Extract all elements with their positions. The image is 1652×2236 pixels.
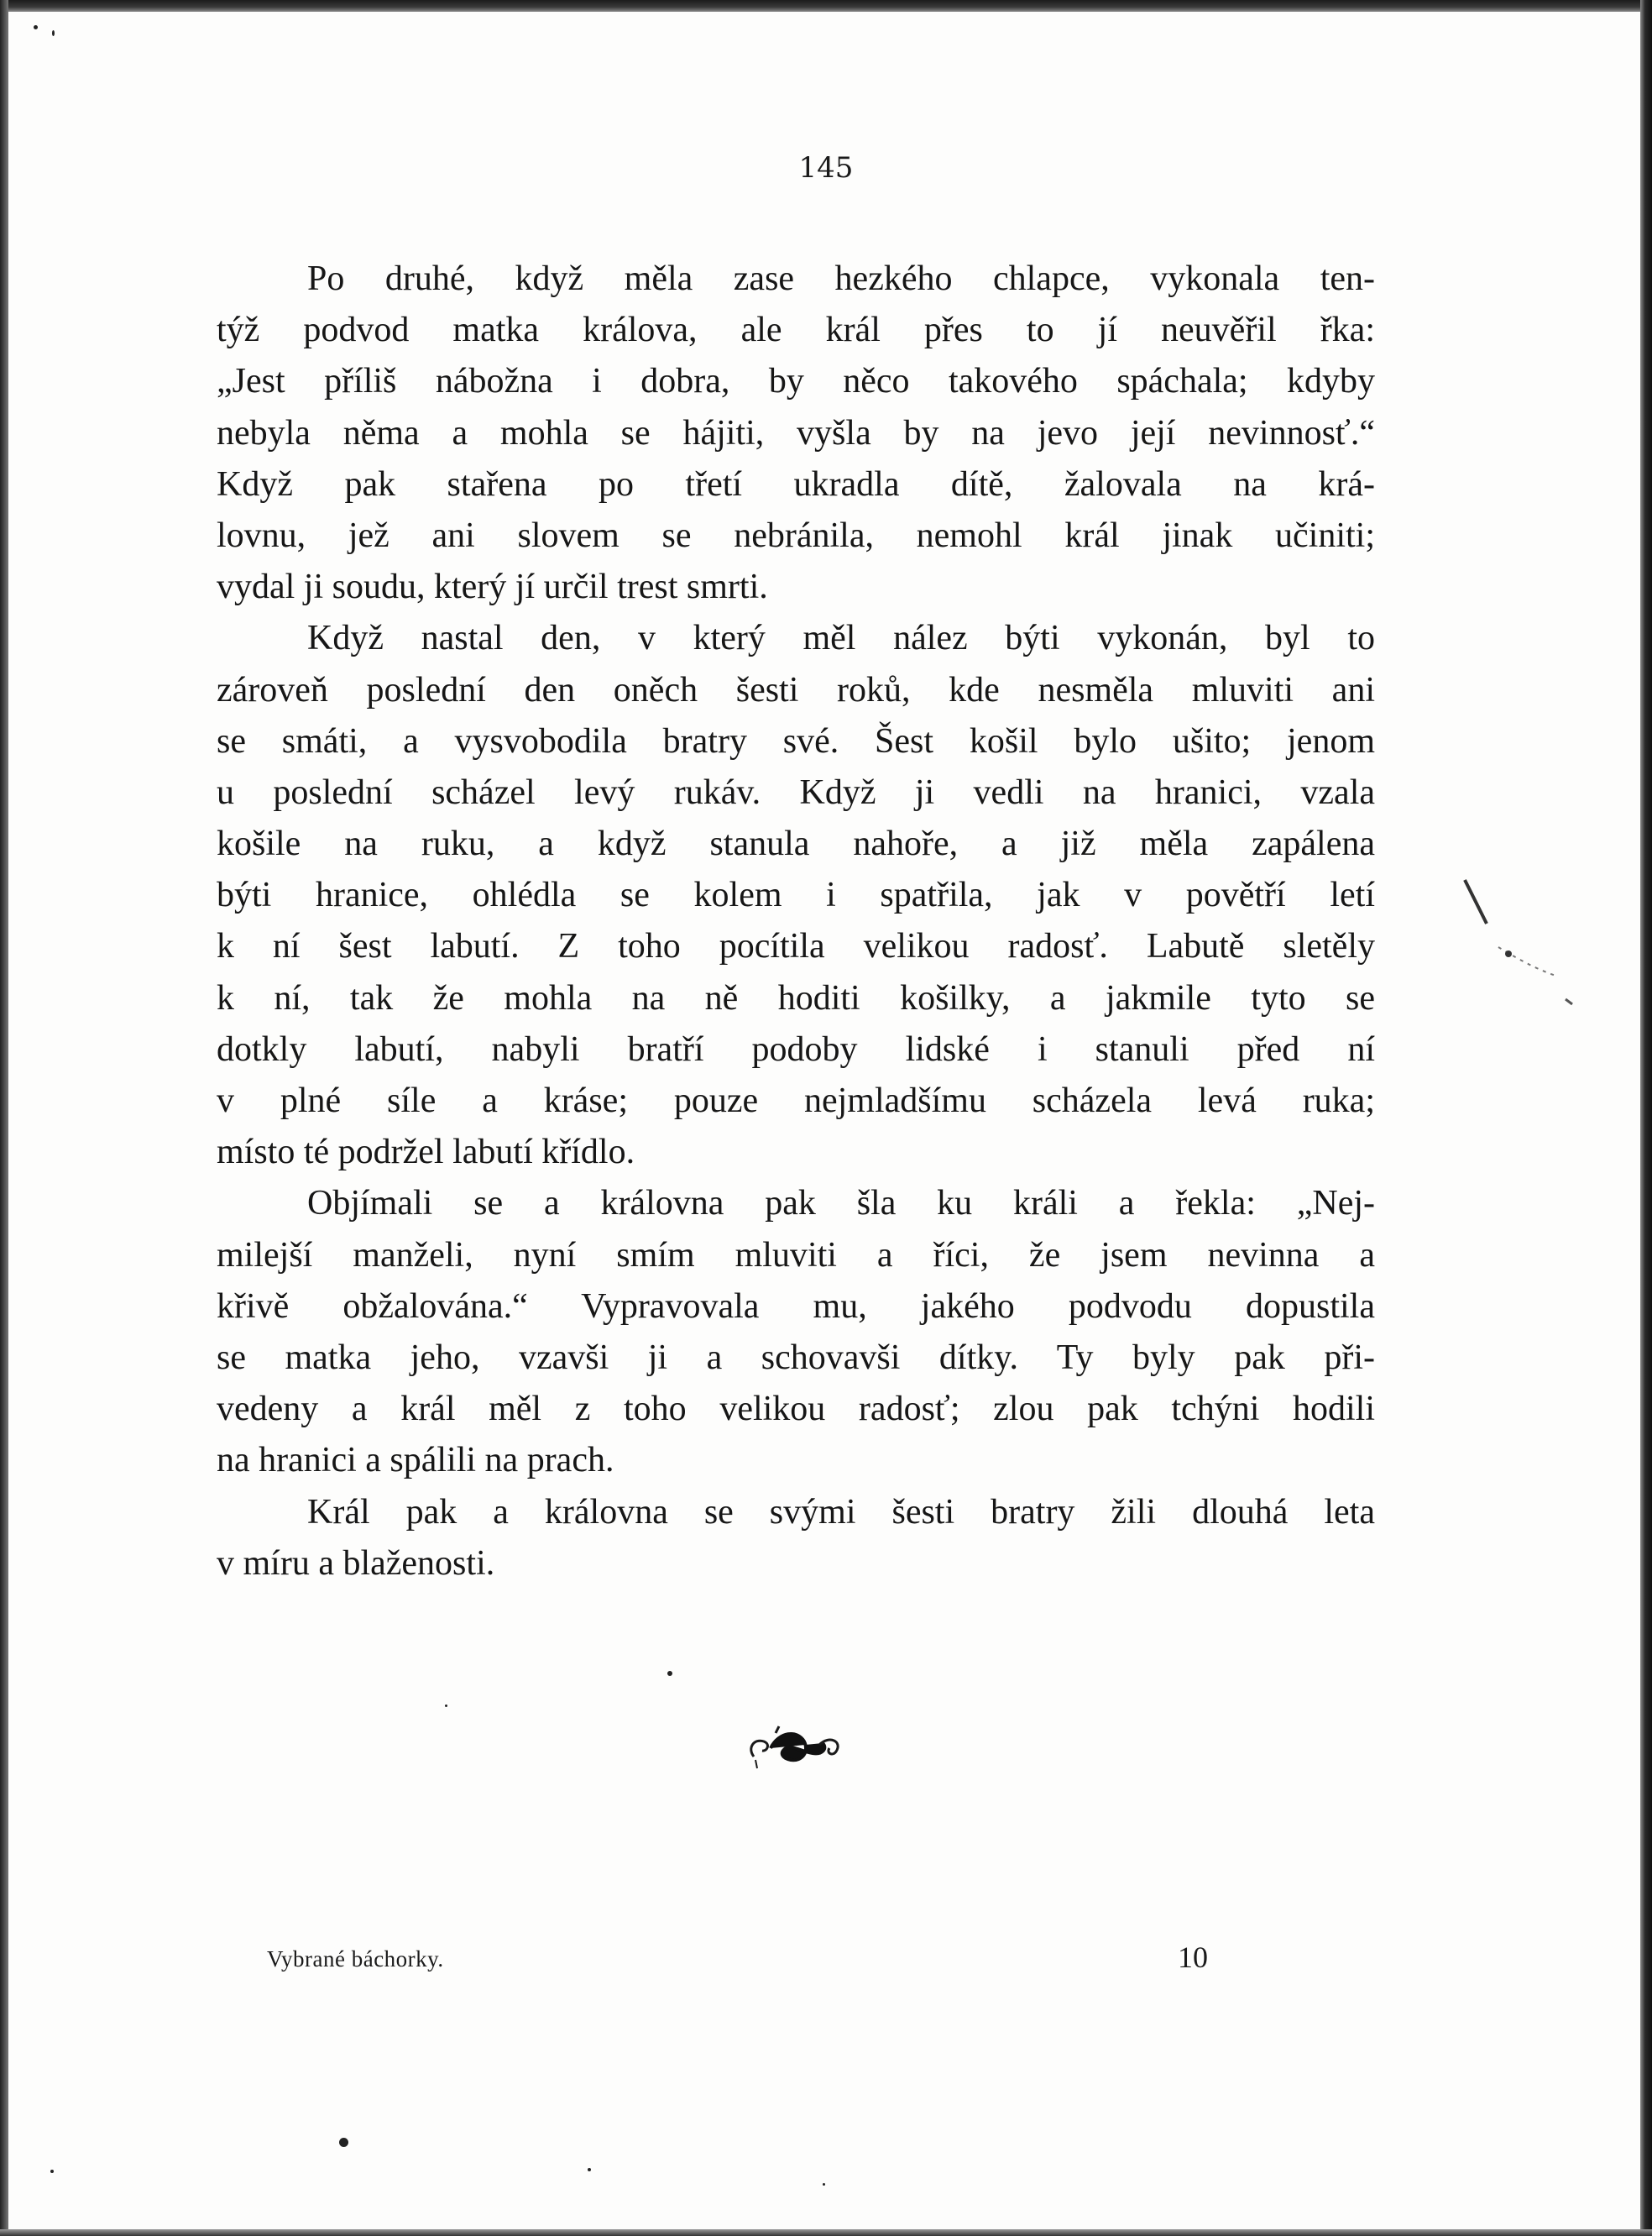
text-line: Když nastal den, v který měl nález býti vykonán, byl to [307, 619, 1375, 658]
scan-edge-left [0, 0, 8, 2236]
paragraph [217, 1487, 1375, 1589]
text-line: vedeny a král měl z toho velikou radosť; zlou pak tchýni hodili [217, 1390, 1375, 1429]
text-line: na hranici a spálili na prach. [217, 1441, 614, 1480]
text-line: Král pak a královna se svými šesti bratry žili dlouhá leta [307, 1492, 1375, 1532]
text-line: dotkly labutí, nabyli bratří podoby lidské i stanuli před ní [217, 1029, 1375, 1069]
dust-speck [339, 2138, 348, 2147]
dust-speck [823, 2183, 825, 2186]
text-line: Po druhé, když měla zase hezkého chlapce, vykonala ten- [307, 259, 1375, 298]
dust-speck [50, 2170, 54, 2173]
text-line: týž podvod matka králova, ale král přes to jí neuvěřil řka: [217, 311, 1375, 350]
text-line: křivě obžalována.“ Vypravovala mu, jakého podvodu dopustila [217, 1286, 1375, 1326]
footer-sheet-number: 10 [1178, 1940, 1208, 1974]
text-line: nebyla něma a mohla se hájiti, vyšla by na jevo její nevinnosť.“ [217, 413, 1375, 453]
paragraph [217, 613, 1375, 1178]
scan-edge-right [1640, 0, 1652, 2236]
text-line: Když pak stařena po třetí ukradla dítě, žalovala na krá- [217, 464, 1375, 504]
text-line: vydal ji soudu, který jí určil trest smrti. [217, 568, 768, 607]
footer-signature: Vybrané báchorky. [267, 1946, 444, 1972]
text-line: k ní, tak že mohla na ně hoditi košilky, a jakmile tyto se [217, 978, 1375, 1018]
text-line: se matka jeho, vzavši ji a schovavši dítky. Ty byly pak při- [217, 1338, 1375, 1377]
body-text [217, 254, 1375, 1589]
text-line: u poslední scházel levý rukáv. Když ji vedli na hranici, vzala [217, 772, 1375, 812]
dust-speck [445, 1704, 447, 1707]
scan-edge-top [0, 0, 1652, 12]
text-line: se smáti, a vysvobodila bratry své. Šest košil bylo ušito; jenom [217, 721, 1375, 761]
fleuron-ornament-icon [745, 1723, 846, 1770]
text-line: Objímali se a královna pak šla ku králi a řekla: „Nej- [307, 1184, 1375, 1223]
text-line: k ní šest labutí. Z toho pocítila velikou radosť. Labutě sletěly [217, 927, 1375, 966]
text-line: „Jest příliš nábožna i dobra, by něco takového spáchala; kdyby [217, 362, 1375, 401]
text-line: v míru a blaženosti. [217, 1543, 495, 1583]
text-line: milejší manželi, nyní smím mluviti a říci, že jsem nevinna a [217, 1235, 1375, 1275]
margin-pencil-mark [1456, 873, 1582, 1041]
dust-speck [667, 1671, 672, 1676]
text-line: v plné síle a kráse; pouze nejmladšímu scházela levá ruka; [217, 1081, 1375, 1120]
text-line: košile na ruku, a když stanula nahoře, a již měla zapálena [217, 825, 1375, 864]
text-line: místo té podržel labutí křídlo. [217, 1133, 635, 1172]
dust-speck [34, 25, 38, 29]
text-line: lovnu, jež ani slovem se nebránila, nemohl král jinak učiniti; [217, 516, 1375, 555]
scan-edge-bottom [0, 2229, 1652, 2236]
paragraph [217, 254, 1375, 613]
dust-speck [52, 30, 55, 36]
text-line: zároveň poslední den oněch šesti roků, kde nesměla mluviti ani [217, 670, 1375, 710]
dust-speck [588, 2168, 591, 2171]
page-number: 145 [798, 151, 854, 185]
paragraph [217, 1178, 1375, 1486]
text-line: býti hranice, ohlédla se kolem i spatřila, jak v povětří letí [217, 876, 1375, 915]
